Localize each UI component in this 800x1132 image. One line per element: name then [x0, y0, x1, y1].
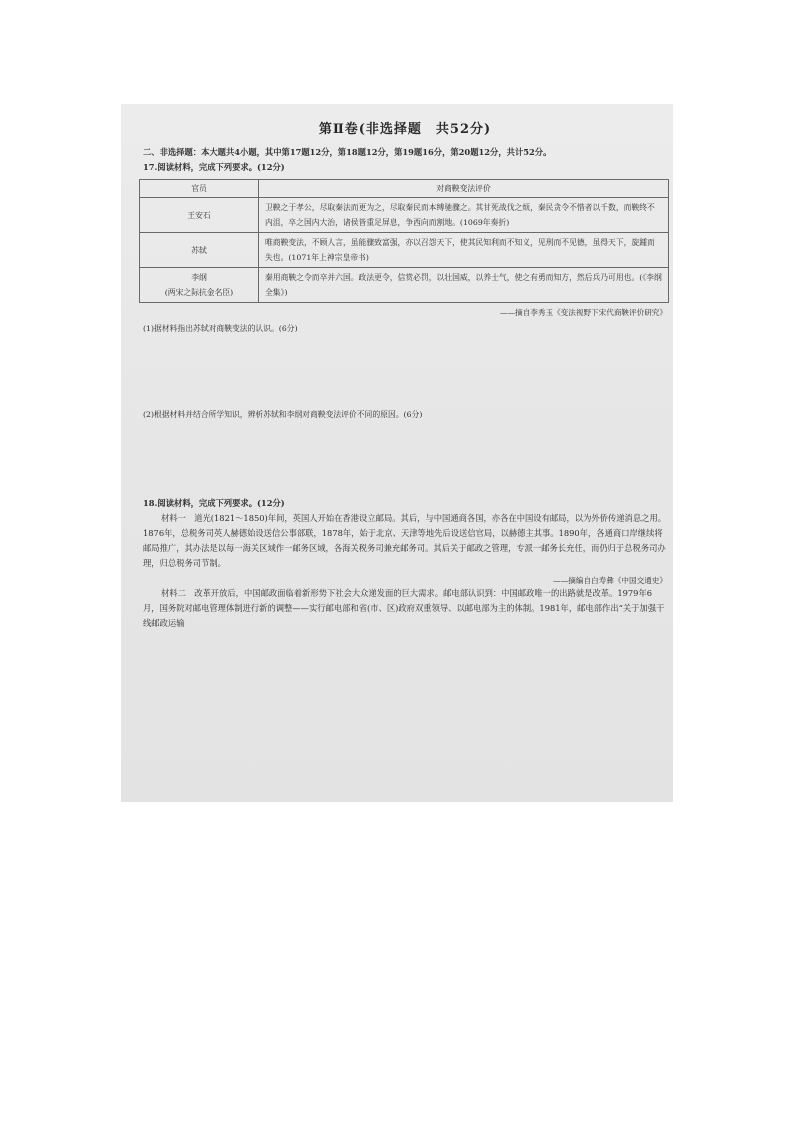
column-header-official: 官员 — [140, 180, 259, 198]
answer-space — [143, 420, 667, 496]
table-header-row — [140, 180, 669, 198]
q17-prompt: 17.阅读材料，完成下列要求。(12分) — [143, 162, 285, 172]
exam-page — [143, 114, 667, 631]
official-name-cell — [140, 233, 259, 268]
q17-subquestion-2: (2)根据材料并结合所学知识，辨析苏轼和李纲对商鞅变法评价不同的原因。(6分) — [143, 410, 423, 419]
q18-prompt: 18.阅读材料，完成下列要求。(12分) — [143, 498, 285, 508]
q17-source: ——摘自李秀玉《变法视野下宋代商鞅评价研究》 — [499, 308, 667, 317]
q18-material-2: 材料二 改革开放后，中国邮政面临着新形势下社会大众递发面的巨大需求。邮电部认识到：中国邮政唯一的出路就是改革。1979年6月，国务院对邮电管理体制进行新的调整——实行邮电部和省(市、区)政府双重领导、以邮电部为主的体制。1981年，邮电部作出“关于加强干线邮政运输 — [143, 588, 665, 628]
official-name-cell — [140, 268, 259, 303]
table-row — [140, 233, 669, 268]
answer-space — [143, 334, 667, 404]
table-row — [140, 268, 669, 303]
official-name: 王安石 — [187, 210, 211, 220]
official-note: (两宋之际抗金名臣) — [164, 288, 234, 297]
q18-source-1: ——摘编自白寿彝《中国交通史》 — [553, 576, 667, 585]
scanned-exam-photo — [121, 104, 673, 802]
evaluation-cell: 唯商鞅变法，不顾人言，虽能骤致富强，亦以召怨天下，使其民知利而不知义，见刑而不见德，虽得天下，旋踵而失也。(1071年上神宗皇帝书) — [259, 233, 669, 268]
evaluation-cell: 秦用商鞅之令而卒并六国。政法更令，信赏必罚，以壮国威，以养士气，使之有勇而知方，然后兵乃可用也。(《李纲全集》) — [259, 268, 669, 303]
official-name: 李纲 — [191, 273, 207, 282]
section-intro: 二、非选择题：本大题共4小题，其中第17题12分，第18题12分，第19题16分，第20题12分，共计52分。 — [143, 147, 552, 157]
official-name-cell — [140, 198, 259, 233]
q17-evaluation-table — [139, 179, 669, 303]
column-header-evaluation: 对商鞅变法评价 — [259, 180, 669, 198]
official-name: 苏轼 — [191, 245, 207, 255]
page-title: 第Ⅱ卷(非选择题 共52分) — [318, 122, 492, 137]
q18-material-1: 材料一 道光(1821～1850)年间，英国人开始在香港设立邮局。其后，与中国通商各国，亦各在中国设有邮局，以为外侨传递消息之用。1876年，总税务司英人赫德始设送信公事部联，1878年，始于北京、天津等地先后设送信官局，以赫德主其事。1890年，各通商口岸继续将邮局推广，其办法是以每一海关区域作一邮务区域，各海关税务司兼充邮务司。其后关于邮政之管理，专派一邮务长充任，而仍归于总税务司办理，归总税务司节制。 — [143, 513, 667, 568]
evaluation-cell: 卫鞅之于孝公，尽取秦法而更为之，尽取秦民而本缚驰骤之。其甘死战伐之烦，秦民贪令不惜者以千数，而鞅终不内沮，卒之国内大治，诸侯皆重足屏息，争西向而割地。(1069年奏折) — [259, 198, 669, 233]
q17-subquestion-1: (1)据材料指出苏轼对商鞅变法的认识。(6分) — [143, 324, 298, 333]
table-row — [140, 198, 669, 233]
